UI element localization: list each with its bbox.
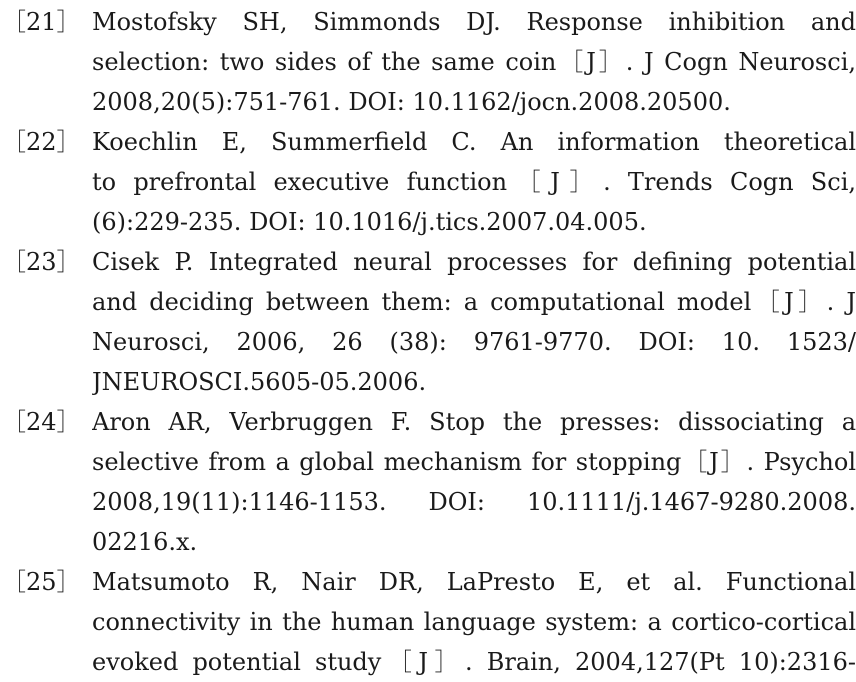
reference-text [92,562,856,682]
reference-number: ［21］ [2,8,81,36]
reference-line: evoked potential study［J］. Brain, 2004,127(Pt 10):2316- [92,648,856,676]
reference-line: Aron AR, Verbruggen F. Stop the presses: dissociating a [92,408,856,436]
reference-line: selection: two sides of the same coin［J］. J Cogn Neurosci, [92,48,856,76]
reference-item-21 [0,2,856,122]
reference-text [92,242,856,402]
reference-text [92,2,856,122]
reference-number: ［24］ [2,408,81,436]
reference-item-22 [0,122,856,242]
reference-line: Cisek P. Integrated neural processes for defining potential [92,248,856,276]
reference-number: ［22］ [2,128,81,156]
reference-line: selective from a global mechanism for stopping［J］. Psychol [92,448,856,476]
reference-list [0,2,856,682]
reference-line: connectivity in the human language system: a cortico-cortical [92,608,856,636]
reference-line: and deciding between them: a computational model［J］. J [92,288,856,316]
reference-line: Koechlin E, Summerfield C. An information theoretical [92,128,856,156]
reference-line: JNEUROSCI.5605-05.2006. [92,368,427,396]
reference-line: to prefrontal executive function［J］. Trends Cogn Sci, [92,168,856,196]
reference-line: Matsumoto R, Nair DR, LaPresto E, et al. Functional [92,568,856,596]
reference-line: Mostofsky SH, Simmonds DJ. Response inhibition and [92,8,856,36]
reference-number: ［25］ [2,568,81,596]
reference-text [92,122,856,242]
reference-line: 02216.x. [92,528,198,556]
reference-number: ［23］ [2,248,81,276]
reference-line: Neurosci, 2006, 26 (38): 9761-9770. DOI: 10. 1523/ [92,328,856,356]
reference-line: 2008,19(11):1146-1153. DOI: 10.1111/j.1467-9280.2008. [92,488,856,516]
reference-line: 2008,20(5):751-761. DOI: 10.1162/jocn.2008.20500. [92,88,731,116]
reference-item-24 [0,402,856,562]
reference-item-23 [0,242,856,402]
reference-item-25 [0,562,856,682]
reference-text [92,402,856,562]
reference-line: (6):229-235. DOI: 10.1016/j.tics.2007.04.005. [92,208,647,236]
